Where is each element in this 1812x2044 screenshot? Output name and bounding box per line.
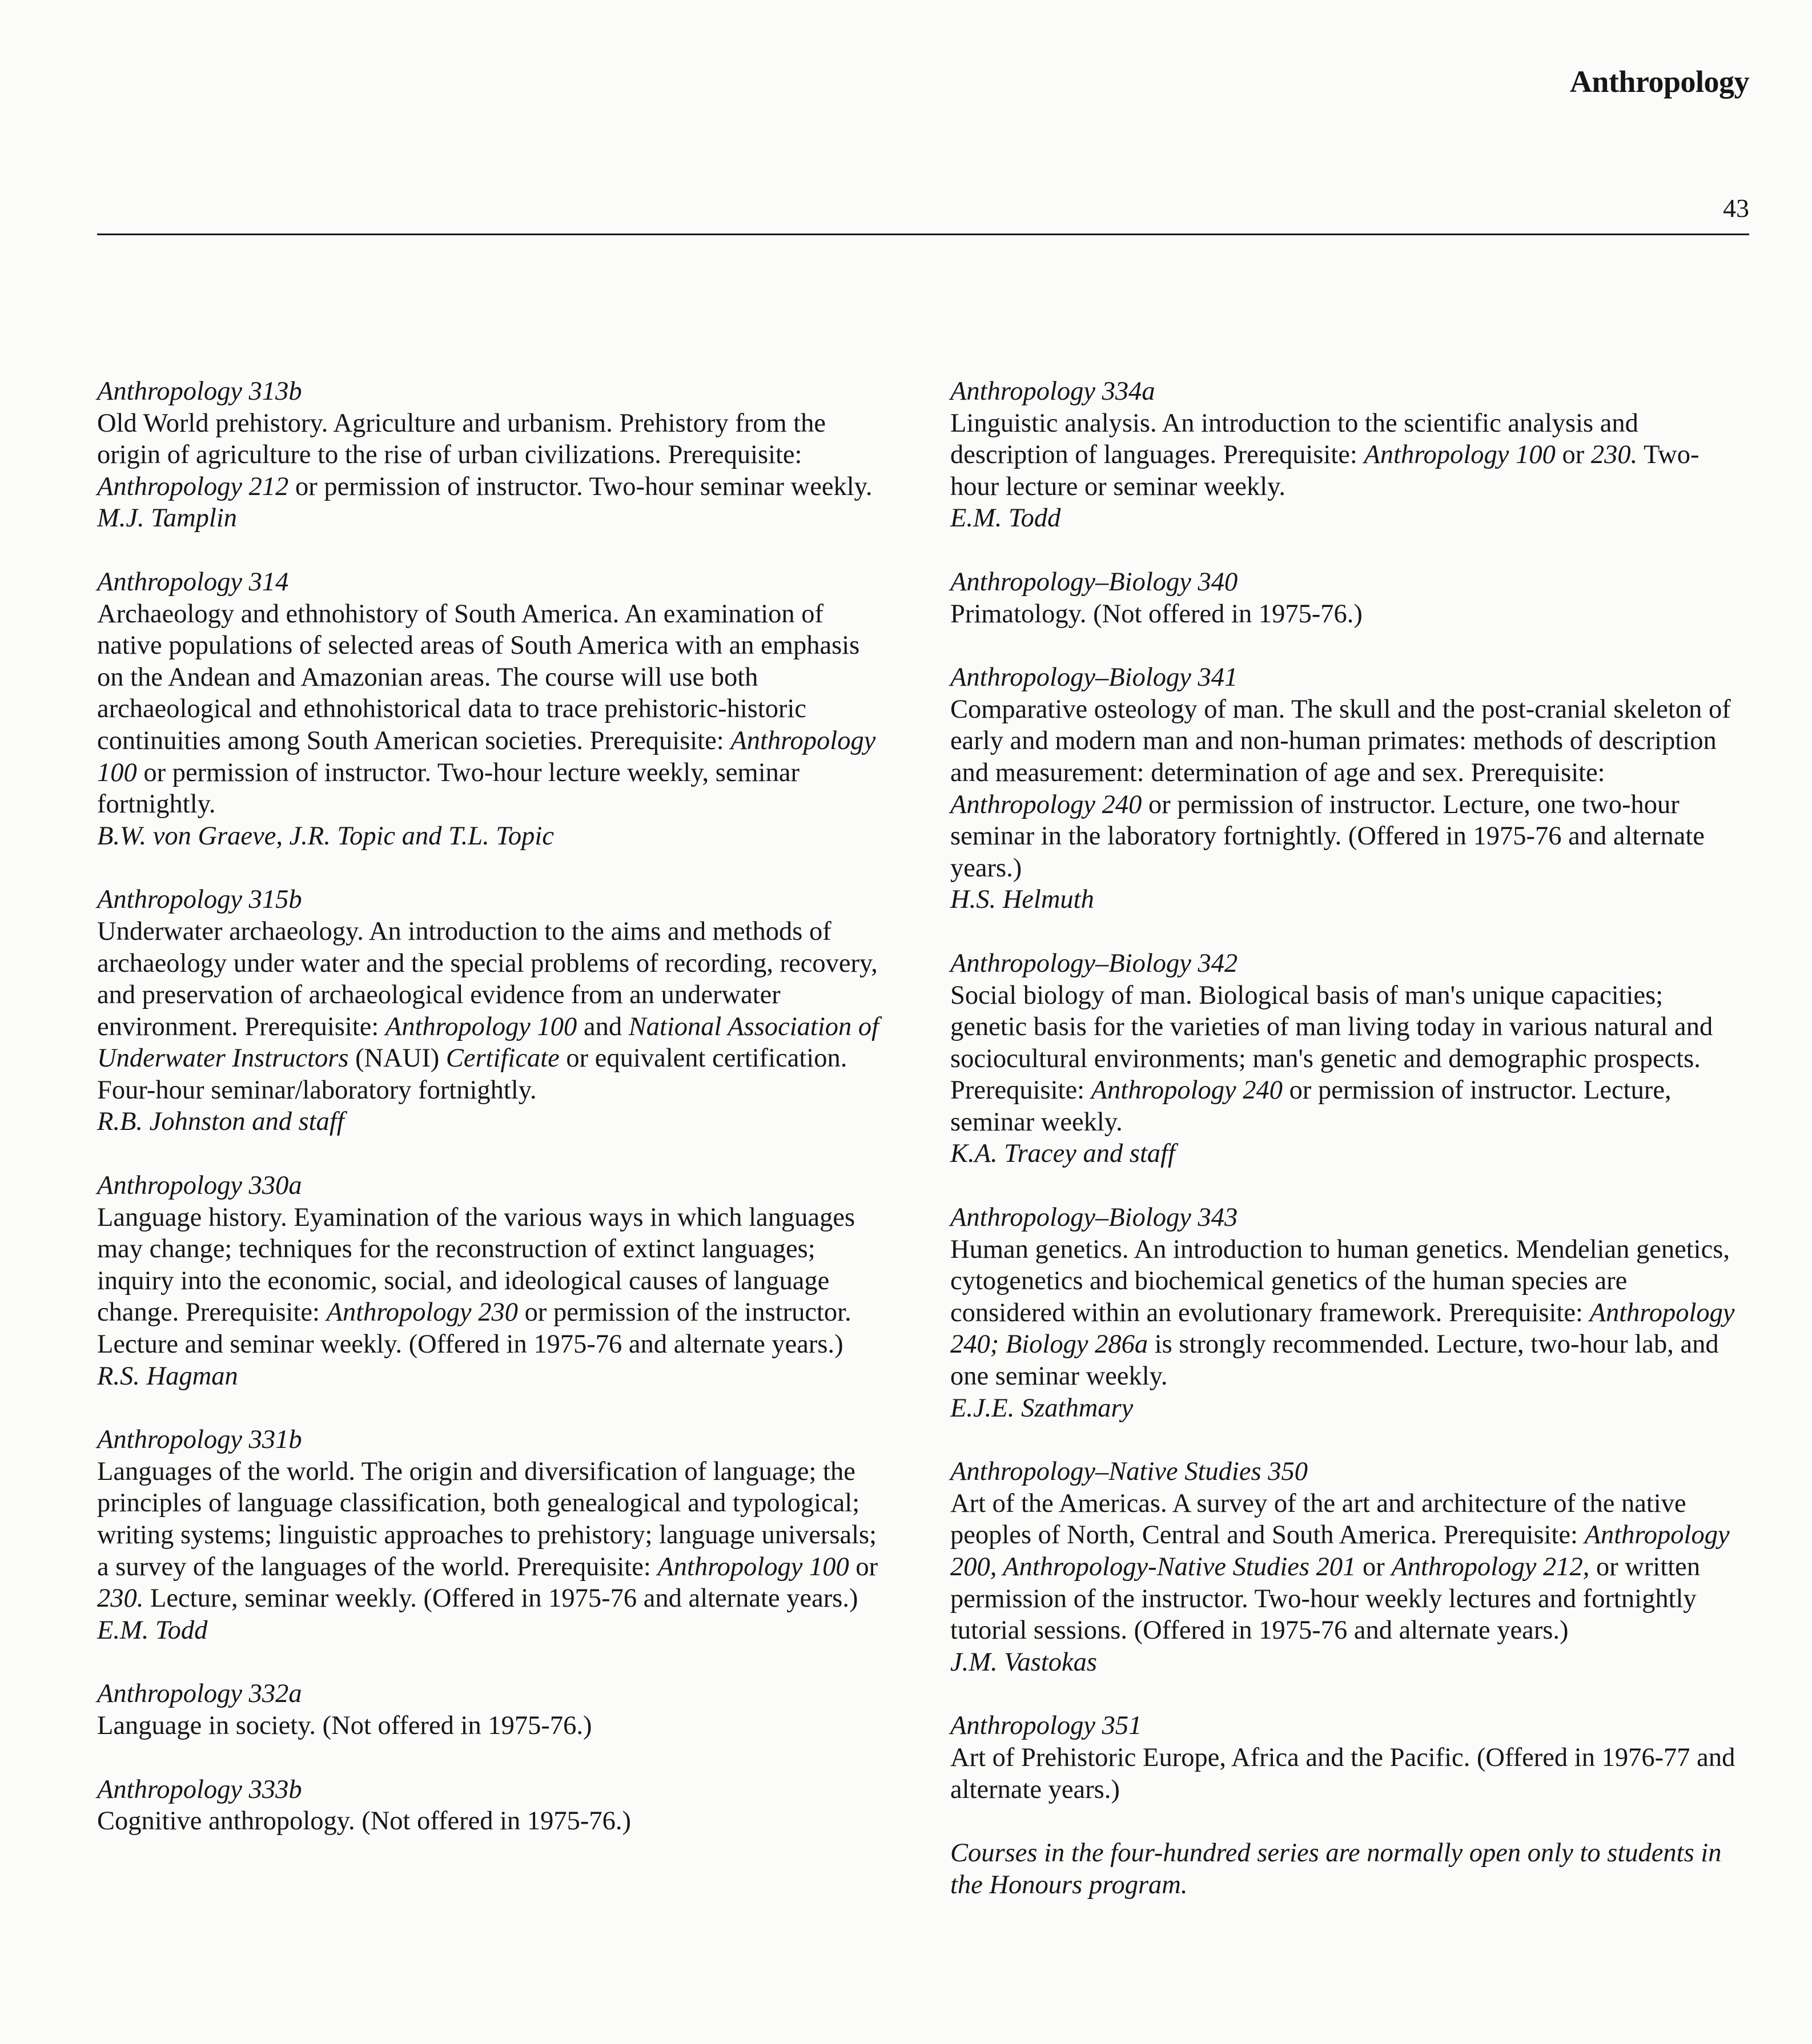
- description-text: and: [577, 1012, 629, 1041]
- course-entry: [97, 1774, 885, 1837]
- course-entry: [950, 376, 1738, 534]
- description-text: or permission of instructor. Lecture, seminar weekly.: [950, 1076, 1672, 1137]
- description-text: Social biology of man. Biological basis of man's unique capacities; genetic basis for the varieties of man living today in various natural and sociocultural environments; man's genetic and demographic prospects. Prerequisite:: [950, 980, 1713, 1105]
- description-text: or written permission of the instructor. Two-hour weekly lectures and fortnightly tutorial sessions. (Offered in 1975-76 and alternate years.): [950, 1552, 1701, 1645]
- description-text: Language in society. (Not offered in 1975-76.): [97, 1711, 592, 1740]
- description-text: Comparative osteology of man. The skull and the post-cranial skeleton of early and modern man and non-human primates: methods of description and measurement: determination of age and sex. Prerequisite:: [950, 694, 1731, 787]
- course-entry: [97, 1678, 885, 1741]
- course-description: [97, 598, 885, 820]
- honours-note: Courses in the four-hundred series are normally open only to students in the Honours program.: [950, 1838, 1722, 1900]
- page-number: 43: [1723, 194, 1749, 223]
- description-text: Archaeology and ethnohistory of South America. An examination of native populations of selected areas of South America with an emphasis on the Andean and Amazonian areas. The course will use both archaeological and ethnohistorical data to trace prehistoric-historic continuities among South American societies. Prerequisite:: [97, 599, 860, 755]
- left-column: [97, 376, 885, 1869]
- description-text: or permission of instructor. Two-hour lecture weekly, seminar fortnightly.: [97, 758, 800, 819]
- course-instructor: B.W. von Graeve, J.R. Topic and T.L. Topic: [97, 821, 554, 851]
- description-text: Art of the Americas. A survey of the art and architecture of the native peoples of North, Central and South America. Prerequisite:: [950, 1488, 1686, 1550]
- course-entry: [97, 1170, 885, 1392]
- course-description: [950, 408, 1738, 503]
- course-entry: [97, 376, 885, 534]
- course-code: Anthropology 351: [950, 1711, 1142, 1741]
- course-code: Anthropology 330a: [97, 1171, 302, 1201]
- course-code: Anthropology 332a: [97, 1679, 302, 1709]
- right-column-entries: [950, 376, 1738, 1805]
- course-code: Anthropology–Biology 343: [950, 1203, 1238, 1233]
- course-reference: Certificate: [445, 1044, 560, 1073]
- course-code: Anthropology 334a: [950, 377, 1155, 406]
- description-text: (NAUI): [348, 1044, 446, 1073]
- course-instructor: H.S. Helmuth: [950, 885, 1094, 915]
- description-text: Two-hour lecture or seminar weekly.: [950, 440, 1699, 501]
- description-text: or: [1356, 1552, 1392, 1582]
- description-text: or: [1555, 440, 1591, 470]
- course-reference: Anthropology 100: [385, 1012, 577, 1041]
- description-text: Cognitive anthropology. (Not offered in 1975-76.): [97, 1806, 631, 1836]
- header-rule: [97, 234, 1749, 235]
- description-text: Underwater archaeology. An introduction to the aims and methods of archaeology under water and the special problems of recording, recovery, and preservation of archaeological evidence from an underwater environment. Prerequisite:: [97, 916, 878, 1041]
- course-reference: Anthropology 200, Anthropology-Native Studies 201: [950, 1520, 1730, 1582]
- course-code: Anthropology–Biology 340: [950, 567, 1238, 597]
- description-text: or permission of the instructor. Lecture and seminar weekly. (Offered in 1975-76 and alternate years.): [97, 1298, 851, 1359]
- course-reference: Anthropology 212,: [1391, 1552, 1590, 1582]
- course-code: Anthropology 333b: [97, 1775, 302, 1804]
- course-description: [97, 916, 885, 1107]
- course-code: Anthropology 314: [97, 567, 289, 597]
- description-text: Linguistic analysis. An introduction to the scientific analysis and description of languages. Prerequisite:: [950, 408, 1638, 470]
- course-entry: [950, 566, 1738, 630]
- course-entry: [97, 1424, 885, 1646]
- course-reference: National Association of Underwater Instructors: [97, 1012, 879, 1073]
- course-reference: 230.: [97, 1584, 144, 1614]
- course-description: [950, 1234, 1738, 1393]
- course-reference: Anthropology 240: [1091, 1076, 1283, 1105]
- course-reference: Anthropology 240; Biology 286a: [950, 1298, 1735, 1359]
- course-code: Anthropology 313b: [97, 377, 302, 406]
- course-description: [97, 1805, 885, 1837]
- description-text: Language history. Eyamination of the various ways in which languages may change; techniques for the reconstruction of extinct languages; inquiry into the economic, social, and ideological causes of language change. Prerequisite:: [97, 1202, 855, 1327]
- course-code: Anthropology–Biology 342: [950, 948, 1238, 978]
- description-text: or equivalent certification. Four-hour seminar/laboratory fortnightly.: [97, 1044, 847, 1105]
- description-text: Old World prehistory. Agriculture and urbanism. Prehistory from the origin of agriculture to the rise of urban civilizations. Prerequisite:: [97, 408, 826, 470]
- course-reference: Anthropology 240: [950, 790, 1142, 819]
- course-instructor: R.S. Hagman: [97, 1361, 238, 1391]
- course-instructor: R.B. Johnston and staff: [97, 1107, 344, 1137]
- course-code: Anthropology 331b: [97, 1425, 302, 1455]
- course-description: [950, 1742, 1738, 1805]
- course-code: Anthropology–Native Studies 350: [950, 1457, 1308, 1487]
- course-code: Anthropology 315b: [97, 885, 302, 915]
- course-instructor: E.M. Todd: [97, 1615, 208, 1645]
- description-text: or permission of instructor. Lecture, one two-hour seminar in the laboratory fortnightly. (Offered in 1975-76 and alternate years.): [950, 790, 1705, 883]
- course-description: [97, 1710, 885, 1742]
- course-description: [950, 598, 1738, 630]
- course-reference: 230.: [1590, 440, 1638, 470]
- course-instructor: J.M. Vastokas: [950, 1647, 1097, 1677]
- course-description: [97, 408, 885, 503]
- course-description: [97, 1456, 885, 1615]
- course-entry: [950, 1456, 1738, 1678]
- course-entry: [97, 884, 885, 1138]
- course-entry: [950, 948, 1738, 1170]
- course-entry: [950, 1202, 1738, 1424]
- course-description: [950, 1488, 1738, 1647]
- course-reference: Anthropology 212: [97, 472, 289, 501]
- course-reference: Anthropology 100: [657, 1552, 849, 1582]
- course-description: [950, 980, 1738, 1138]
- course-code: Anthropology–Biology 341: [950, 663, 1238, 693]
- course-description: [950, 694, 1738, 884]
- right-column: [950, 376, 1738, 1928]
- description-text: or: [849, 1552, 878, 1582]
- course-instructor: M.J. Tamplin: [97, 504, 238, 533]
- description-text: Primatology. (Not offered in 1975-76.): [950, 599, 1363, 629]
- course-instructor: E.M. Todd: [950, 504, 1061, 533]
- course-reference: Anthropology 230: [326, 1298, 518, 1327]
- description-text: is strongly recommended. Lecture, two-hour lab, and one seminar weekly.: [950, 1330, 1719, 1391]
- course-entry: [950, 1710, 1738, 1805]
- course-instructor: K.A. Tracey and staff: [950, 1139, 1175, 1169]
- description-text: Languages of the world. The origin and diversification of language; the principles of language classification, both genealogical and typological; writing systems; linguistic approaches to prehistory; language universals; a survey of the languages of the world. Prerequisite:: [97, 1456, 877, 1582]
- description-text: or permission of instructor. Two-hour seminar weekly.: [288, 472, 873, 501]
- course-entry: [97, 566, 885, 852]
- section-title: Anthropology: [1569, 65, 1749, 99]
- course-instructor: E.J.E. Szathmary: [950, 1393, 1134, 1423]
- description-text: Human genetics. An introduction to human genetics. Mendelian genetics, cytogenetics and biochemical genetics of the human species are considered within an evolutionary framework. Prerequisite:: [950, 1234, 1730, 1327]
- course-entry: [950, 662, 1738, 916]
- description-text: Lecture, seminar weekly. (Offered in 1975-76 and alternate years.): [143, 1584, 858, 1614]
- course-description: [97, 1202, 885, 1361]
- description-text: Art of Prehistoric Europe, Africa and the Pacific. (Offered in 1976-77 and alternate years.): [950, 1743, 1735, 1804]
- course-reference: Anthropology 100: [97, 726, 876, 787]
- course-reference: Anthropology 100: [1364, 440, 1556, 470]
